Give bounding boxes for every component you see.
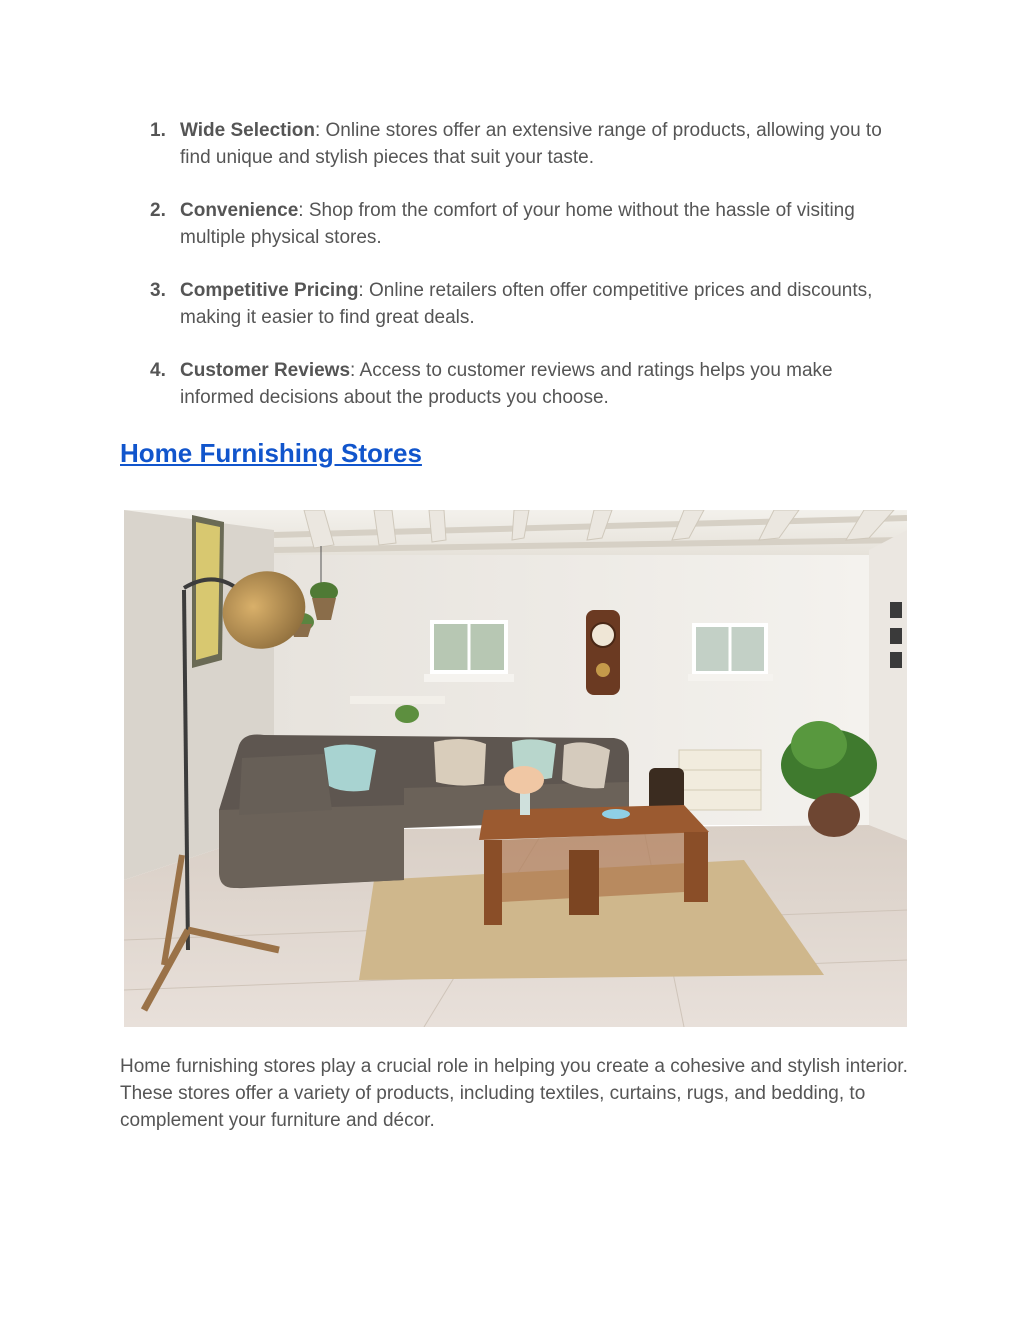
- list-number: 4.: [150, 360, 166, 381]
- list-item: [120, 197, 910, 251]
- list-text: : Online stores offer an extensive range of products, allowing you to find unique and stylish pieces that suit your taste.: [180, 120, 882, 168]
- list-term: Customer Reviews: [180, 360, 351, 381]
- body-paragraph: Home furnishing stores play a crucial role in helping you create a cohesive and stylish interior. These stores offer a variety of products, including textiles, curtains, rugs, and bedding, to complement your furniture and décor.: [120, 1056, 908, 1131]
- list-item: [120, 117, 910, 171]
- living-room-photo: [124, 510, 907, 1027]
- list-text: : Access to customer reviews and ratings helps you make informed decisions about the products you choose.: [180, 360, 833, 408]
- list-text: : Shop from the comfort of your home without the hassle of visiting multiple physical stores.: [180, 200, 855, 248]
- list-number: 1.: [150, 120, 166, 141]
- list-term: Wide Selection: [180, 120, 315, 141]
- benefits-list: [120, 117, 910, 437]
- section-heading-link[interactable]: Home Furnishing Stores: [120, 438, 422, 468]
- list-item: [120, 357, 910, 411]
- list-text: : Online retailers often offer competitive prices and discounts, making it easier to find great deals.: [180, 280, 873, 328]
- list-number: 2.: [150, 200, 166, 221]
- list-item: [120, 277, 910, 331]
- list-term: Convenience: [180, 200, 299, 221]
- list-number: 3.: [150, 280, 166, 301]
- list-term: Competitive Pricing: [180, 280, 359, 301]
